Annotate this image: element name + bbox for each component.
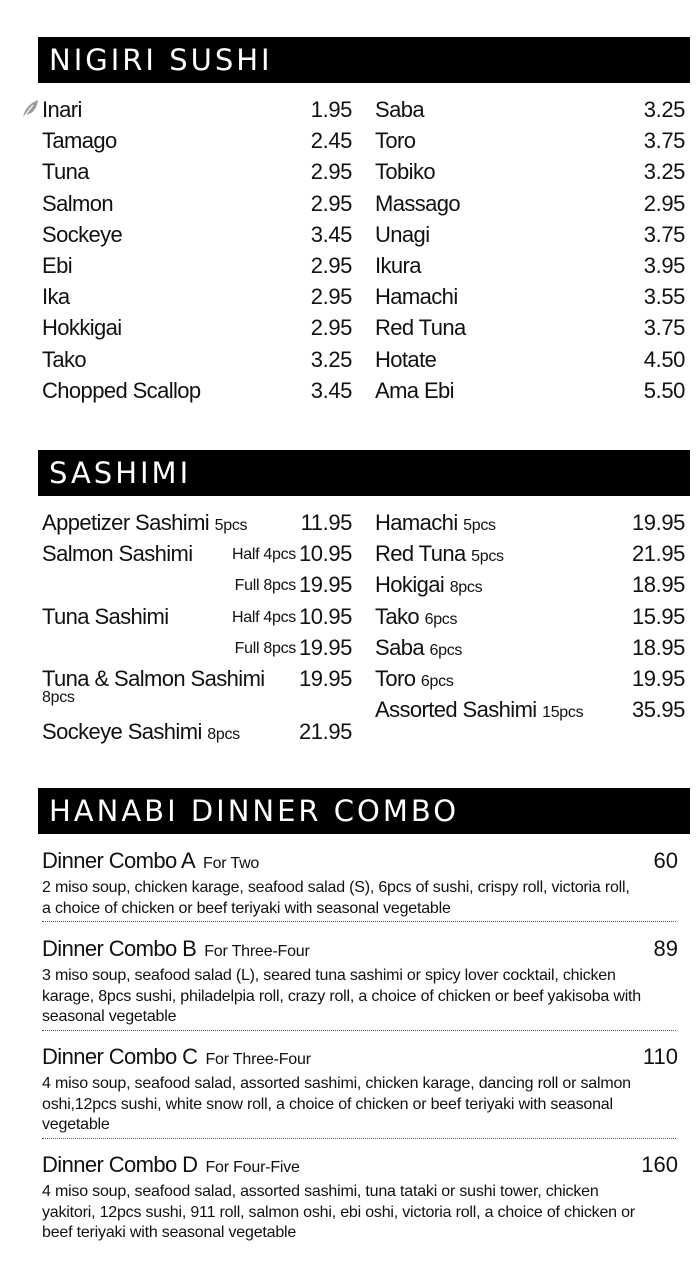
combo-item [42,935,678,1028]
item-quantity: 6pcs [429,641,463,659]
item-name: Appetizer Sashimi 5pcs [42,510,248,535]
item-name: Ikura [375,252,421,278]
combo-price: 60 [653,848,678,873]
combo-serves: For Three-Four [205,1051,311,1068]
item-price: 3.45 [310,221,352,247]
item-quantity: 6pcs [420,672,454,690]
menu-item [42,509,352,540]
item-name: Hotate [375,346,437,372]
item-price: 15.95 [631,603,685,629]
portion-label: Full 8pcs [234,639,296,657]
item-name: Tobiko [375,159,435,185]
item-price: 19.95 [298,634,352,660]
sashimi-title: SASHIMI [49,456,192,490]
item-quantity: 8pcs [42,688,75,706]
menu-item [375,509,685,540]
menu-item [42,718,352,749]
item-name: Red Tuna 5pcs [375,541,504,567]
item-price: 3.45 [310,377,352,403]
item-price: 19.95 [631,665,685,691]
menu-item [42,252,352,283]
combo-description: 4 miso soup, seafood salad, assorted sashimi, chicken karage, dancing roll or salmon oshi,12pcs sushi, white snow roll, a choice of chicken or beef teriyaki with seasonal vegetable [42,1075,631,1133]
divider [42,1138,676,1139]
menu-item [375,127,685,158]
item-name: Hamachi [375,284,458,310]
combo-title: Dinner Combo C For Three-Four [42,1044,311,1069]
item-price: 10.95 [298,541,352,567]
item-price: 19.95 [298,665,352,691]
item-name: Assorted Sashimi 15pcs [375,697,584,723]
item-price: 3.25 [643,97,685,122]
menu-item [42,283,352,314]
item-price: 3.75 [643,315,685,341]
item-price: 18.95 [631,572,685,598]
item-name: Inari [42,97,82,122]
item-name: Ebi [42,252,72,278]
menu-item [42,190,352,221]
item-name: Salmon Sashimi [42,541,193,567]
menu-item [42,377,352,408]
item-quantity: 6pcs [424,610,458,628]
combo-title: Dinner Combo B For Three-Four [42,936,310,961]
item-name: Saba 6pcs [375,634,463,660]
item-name: Hokigai 8pcs [375,572,483,598]
item-price: 2.45 [310,128,352,154]
item-price: 3.25 [643,159,685,185]
item-name: Hamachi 5pcs [375,510,496,535]
nigiri-left-column [42,96,352,408]
menu-item [375,252,685,283]
menu-item [375,665,685,696]
portion-label: Half 4pcs [232,608,296,626]
combo-description: 4 miso soup, seafood salad, assorted sashimi, tuna tataki or sushi tower, chicken yakitori, 12pcs sushi, 911 roll, salmon oshi, ebi oshi, victoria roll, a choice of chicken or beef teriyaki with seasonal vegetable [42,1183,635,1241]
combo-item [42,1151,678,1244]
combo-price: 89 [653,936,678,961]
item-price: 3.75 [643,128,685,154]
item-name: Toro [375,128,416,154]
menu-item [375,540,685,571]
item-quantity: 8pcs [207,725,240,743]
menu-item [42,314,352,345]
item-name: Hokkigai [42,315,122,341]
combo-description: 3 miso soup, seafood salad (L), seared tuna sashimi or spicy lover cocktail, chicken karage, 8pcs sushi, philadelpia roll, crazy roll, a choice of chicken or beef yakisoba with seasonal vegetable [42,967,642,1025]
item-price: 3.75 [643,221,685,247]
item-price: 2.95 [643,190,685,216]
item-quantity: 8pcs [449,579,483,597]
item-name: Saba [375,97,424,122]
item-name: Tuna [42,159,89,185]
combo-serves: For Four-Five [205,1159,300,1176]
dinner-combo-title: HANABI DINNER COMBO [49,794,460,828]
item-name: Tuna Sashimi [42,603,169,629]
item-name: Salmon [42,190,113,216]
menu-item [375,221,685,252]
item-price: 19.95 [631,510,685,535]
menu-item [375,346,685,377]
nigiri-sushi-title: NIGIRI SUSHI [49,43,273,77]
item-price: 1.95 [310,97,352,122]
item-name: Tuna & Salmon Sashimi [42,665,265,691]
combo-description: 2 miso soup, chicken karage, seafood salad (S), 6pcs of sushi, crispy roll, victoria roll, a choice of chicken or beef teriyaki with seasonal vegetable [42,879,630,917]
item-quantity: 5pcs [463,517,496,534]
item-name: Chopped Scallop [42,377,201,403]
menu-item [375,283,685,314]
menu-item [42,96,352,127]
menu-item [375,190,685,221]
item-quantity: 15pcs [542,704,584,722]
item-name: Tako 6pcs [375,603,458,629]
item-name: Ika [42,284,70,310]
item-price: 19.95 [298,572,352,598]
item-name: Unagi [375,221,430,247]
item-name: Red Tuna [375,315,466,341]
leaf-icon [21,99,39,119]
item-price: 35.95 [631,697,685,723]
sashimi-left-column [42,509,352,749]
divider [42,1030,676,1031]
item-price: 21.95 [631,541,685,567]
sashimi-header [38,450,690,496]
item-name: Tako [42,346,87,372]
menu-item [42,127,352,158]
menu-item [42,221,352,252]
nigiri-sushi-header [38,37,690,83]
menu-item [42,540,352,571]
combo-item [42,847,678,919]
item-price: 3.55 [643,284,685,310]
portion-label: Full 8pcs [234,577,296,595]
item-quantity: 5pcs [214,517,248,534]
combo-serves: For Three-Four [204,943,310,960]
menu-item [375,696,685,727]
combo-title: Dinner Combo A For Two [42,848,260,873]
item-name: Tamago [42,128,117,154]
menu-item [375,634,685,665]
item-price: 10.95 [298,603,352,629]
item-price: 11.95 [300,510,352,535]
item-quantity: 5pcs [471,548,504,566]
dinner-combo-header [38,788,690,834]
menu-item [42,571,352,602]
item-price: 2.95 [310,315,352,341]
menu-item [375,158,685,189]
item-price: 2.95 [310,190,352,216]
menu-item [375,96,685,127]
item-price: 18.95 [631,634,685,660]
divider [42,921,676,922]
item-price: 2.95 [310,159,352,185]
combo-title: Dinner Combo D For Four-Five [42,1152,300,1177]
item-price: 3.25 [310,346,352,372]
menu-item [375,377,685,408]
menu-item [42,634,352,665]
item-name: Ama Ebi [375,377,454,403]
item-price: 4.50 [643,346,685,372]
combo-price: 160 [641,1152,678,1177]
portion-label: Half 4pcs [232,546,296,564]
menu-item [375,603,685,634]
menu-item [42,665,352,718]
item-name: Sockeye Sashimi 8pcs [42,718,240,744]
item-name: Sockeye [42,221,123,247]
item-price: 2.95 [310,284,352,310]
item-price: 3.95 [643,252,685,278]
item-price: 5.50 [643,377,685,403]
combo-item [42,1043,678,1136]
item-name: Massago [375,190,461,216]
menu-item [375,314,685,345]
item-price: 21.95 [298,718,352,744]
item-price: 2.95 [310,252,352,278]
item-name: Toro 6pcs [375,665,454,691]
sashimi-right-column [375,509,685,727]
menu-item [375,571,685,602]
combo-price: 110 [642,1044,678,1069]
nigiri-right-column [375,96,685,408]
menu-item [42,346,352,377]
menu-item [42,158,352,189]
menu-item [42,603,352,634]
combo-serves: For Two [203,855,260,872]
